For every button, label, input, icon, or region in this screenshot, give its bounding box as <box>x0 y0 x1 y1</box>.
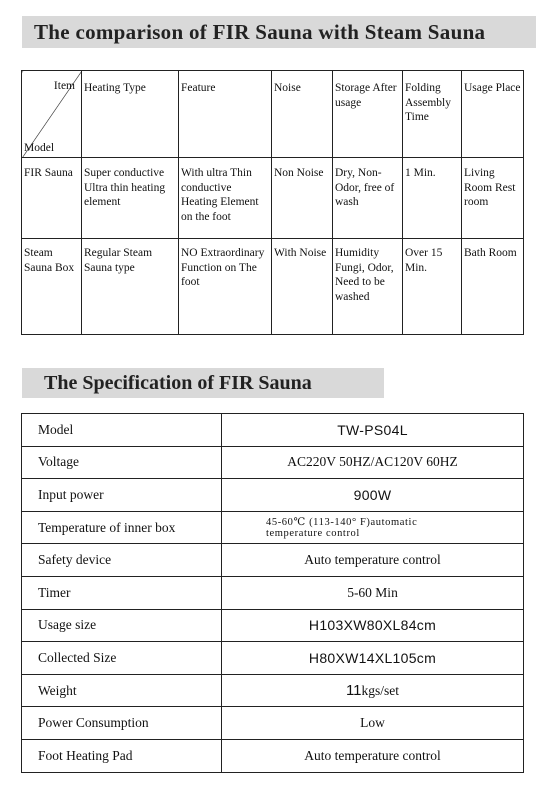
header-noise: Noise <box>272 71 333 158</box>
row-usage-cell: Living Room Rest room <box>462 158 524 239</box>
spec-row-weight <box>22 674 524 707</box>
spec-row-foot-heating-pad <box>22 739 524 772</box>
spec-value <box>222 511 524 544</box>
spec-value-line: temperature control <box>266 527 360 539</box>
row-usage-cell: Bath Room <box>462 239 524 335</box>
spec-label: Power Consumption <box>22 707 222 740</box>
spec-label: Collected Size <box>22 642 222 675</box>
row-storage-cell: Dry, Non-Odor, free of wash <box>333 158 403 239</box>
corner-header-cell <box>22 71 82 158</box>
spec-row-safety-device <box>22 544 524 577</box>
spec-value: Low <box>222 707 524 740</box>
spec-value: H80XW14XL105cm <box>222 642 524 675</box>
spec-label: Voltage <box>22 446 222 479</box>
comparison-row-steam <box>22 239 524 335</box>
row-folding-cell: Over 15 Min. <box>403 239 462 335</box>
spec-label: Foot Heating Pad <box>22 739 222 772</box>
spec-value: 5-60 Min <box>222 576 524 609</box>
spec-value: AC220V 50HZ/AC120V 60HZ <box>222 446 524 479</box>
corner-item-label: Item <box>53 80 75 92</box>
weight-number: 11 <box>345 682 362 700</box>
spec-label: Timer <box>22 576 222 609</box>
row-model-cell: FIR Sauna <box>22 158 82 239</box>
corner-model-label: Model <box>24 141 55 154</box>
comparison-title: The comparison of FIR Sauna with Steam Sauna <box>22 16 536 48</box>
header-folding-time: Folding Assembly Time <box>403 71 462 158</box>
row-heating-type-cell: Regular Steam Sauna type <box>82 239 179 335</box>
spec-value <box>222 674 524 707</box>
row-model-cell: Steam Sauna Box <box>22 239 82 335</box>
spec-value-line: 45-60℃ (113-140° F)automatic <box>266 516 418 528</box>
comparison-table <box>21 70 524 335</box>
spec-value: H103XW80XL84cm <box>222 609 524 642</box>
spec-value: Auto temperature control <box>222 544 524 577</box>
spec-value: TW-PS04L <box>222 414 524 447</box>
spec-row-collected-size <box>22 642 524 675</box>
spec-label: Temperature of inner box <box>22 511 222 544</box>
spec-value: Auto temperature control <box>222 739 524 772</box>
spec-row-usage-size <box>22 609 524 642</box>
row-folding-cell: 1 Min. <box>403 158 462 239</box>
row-noise-cell: Non Noise <box>272 158 333 239</box>
spec-label: Usage size <box>22 609 222 642</box>
spec-value: 900W <box>222 479 524 512</box>
row-storage-cell: Humidity Fungi, Odor, Need to be washed <box>333 239 403 335</box>
header-storage: Storage After usage <box>333 71 403 158</box>
spec-row-model <box>22 414 524 447</box>
row-heating-type-cell: Super conductive Ultra thin heating element <box>82 158 179 239</box>
spec-label: Weight <box>22 674 222 707</box>
spec-row-voltage <box>22 446 524 479</box>
spec-label: Input power <box>22 479 222 512</box>
specification-title: The Specification of FIR Sauna <box>22 368 384 398</box>
spec-row-timer <box>22 576 524 609</box>
header-heating-type: Heating Type <box>82 71 179 158</box>
spec-row-input-power <box>22 479 524 512</box>
row-noise-cell: With Noise <box>272 239 333 335</box>
header-usage-place: Usage Place <box>462 71 524 158</box>
weight-unit: kgs/set <box>361 683 400 699</box>
spec-label: Safety device <box>22 544 222 577</box>
row-feature-cell: With ultra Thin conductive Heating Element on the foot <box>179 158 272 239</box>
specification-table <box>21 413 524 773</box>
row-feature-cell: NO Extraordinary Function on The foot <box>179 239 272 335</box>
header-feature: Feature <box>179 71 272 158</box>
comparison-header-row <box>22 71 524 158</box>
spec-label: Model <box>22 414 222 447</box>
spec-row-power-consumption <box>22 707 524 740</box>
spec-row-temperature <box>22 511 524 544</box>
comparison-row-fir <box>22 158 524 239</box>
